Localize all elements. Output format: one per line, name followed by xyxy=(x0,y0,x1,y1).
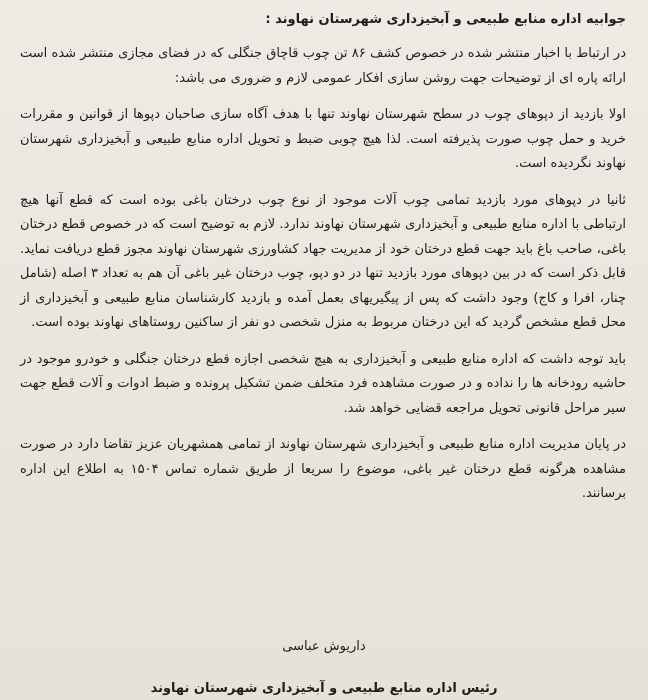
paragraph-second: ثانیا در دپوهای مورد بازدید تمامی چوب آلات موجود از نوع چوب درختان باغی بوده است که قطع آنها هیچ ارتباطی با اداره منابع طبیعی و آبخیزداری شهرستان نهاوند ندارد. لازم به توضیح است که در خصوص قطع درختان باغی، صاحب باغ باید جهت قطع درختان خود از مدیریت جهاد کشاورزی شهرستان نهاوند مجوز قطع دریافت نماید. قابل ذکر است که در بین دپوهای مورد بازدید تنها در دو دپو، چوب درختان غیر باغی آن هم به تعداد ۳ اصله (شامل چنار، افرا و کاج) وجود داشت که پس از پیگیریهای بعمل آمده و بازدید کارشناسان منابع طبیعی و آبخیزداری از محل قطع مشخص گردید که این درختان مربوط به منزل شخصی دو نفر از ساکنین روستاهای نهاوند بوده است. xyxy=(20,192,626,330)
letter-heading: جوابیه اداره منابع طبیعی و آبخیزداری شهرستان نهاوند : xyxy=(265,12,626,27)
paragraph-intro: در ارتباط با اخبار منتشر شده در خصوص کشف ۸۶ تن چوب قاچاق جنگلی که در فضای مجازی منتشر شده است ارائه پاره ای از توضیحات جهت روشن سازی افکار عمومی لازم و ضروری می باشد: xyxy=(20,46,626,86)
paragraph-closing: در پایان مدیریت اداره منابع طبیعی و آبخیزداری شهرستان نهاوند از تمامی همشهریان عزیز تقاضا دارد در صورت مشاهده هرگونه قطع درختان غیر باغی، موضوع را سریعا از طریق شماره تماس ۱۵۰۴ به اطلاع این اداره برسانند. xyxy=(20,437,626,501)
signatory-name: داریوش عباسی xyxy=(282,639,366,654)
signatory-title: رئیس اداره منابع طبیعی و آبخیزداری شهرستان نهاوند xyxy=(150,681,498,696)
paragraph-first: اولا بازدید از دپوهای چوب در سطح شهرستان نهاوند تنها با هدف آگاه سازی صاحبان دپوها از قوانین و مقررات خرید و حمل چوب صورت پذیرفته است. لذا هیچ چوبی ضبط و تحویل اداره منابع طبیعی و آبخیزداری شهرستان نهاوند نگردیده است. xyxy=(20,107,626,171)
signature-block xyxy=(0,636,648,700)
paragraph-warning: باید توجه داشت که اداره منابع طبیعی و آبخیزداری به هیچ شخصی اجازه قطع درختان جنگلی و خودرو موجود در حاشیه رودخانه ها را نداده و در صورت مشاهده فرد متخلف ضمن تشکیل پرونده و ضبط ادوات و آلات قطع جهت سیر مراحل قانونی تحویل مراجعه قضایی خواهد شد. xyxy=(20,351,626,416)
